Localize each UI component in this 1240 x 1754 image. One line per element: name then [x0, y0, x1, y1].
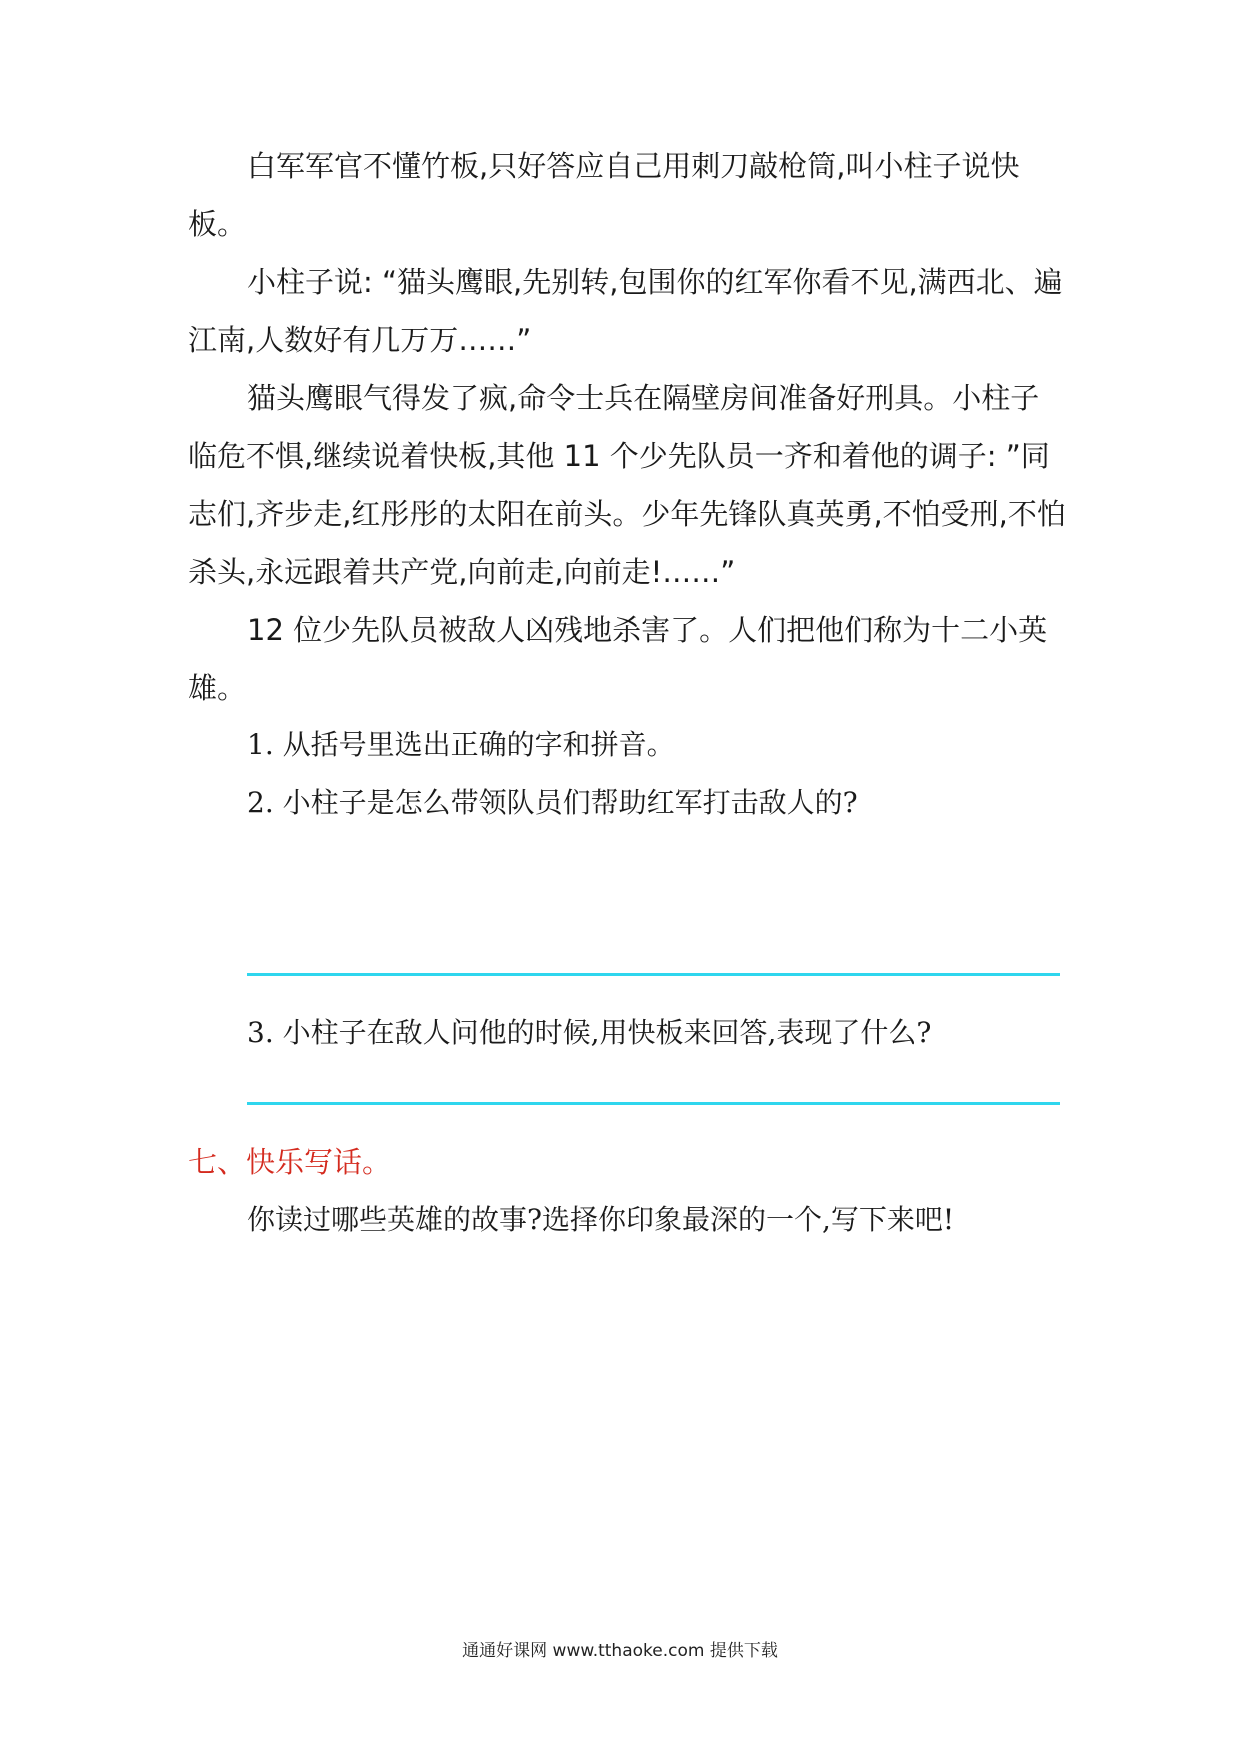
question-2: 2. 小柱子是怎么带领队员们帮助红军打击敌人的?: [247, 786, 858, 819]
story-paragraph-3-line-4: 杀头,永远跟着共产党,向前走,向前走!……”: [188, 555, 736, 589]
story-paragraph-3-line-1: 猫头鹰眼气得发了疯,命令士兵在隔壁房间准备好刑具。小柱子: [247, 381, 1040, 415]
story-paragraph-1-line-1: 白军军官不懂竹板,只好答应自己用刺刀敲枪筒,叫小柱子说快: [247, 149, 1020, 183]
story-paragraph-4-line-1: 12 位少先队员被敌人凶残地杀害了。人们把他们称为十二小英: [247, 613, 1048, 647]
section-7-prompt: 你读过哪些英雄的故事?选择你印象最深的一个,写下来吧!: [247, 1203, 955, 1236]
question-3: 3. 小柱子在敌人问他的时候,用快板来回答,表现了什么?: [247, 1016, 932, 1049]
story-paragraph-1-line-2: 板。: [188, 207, 247, 241]
story-paragraph-3-line-2: 临危不惧,继续说着快板,其他 11 个少先队员一齐和着他的调子: ”同: [188, 439, 1050, 473]
answer-line-question-3[interactable]: [247, 1102, 1060, 1105]
footer-credit: 通通好课网 www.tthaoke.com 提供下载: [462, 1641, 778, 1661]
story-paragraph-2-line-1: 小柱子说: “猫头鹰眼,先别转,包围你的红军你看不见,满西北、遍: [247, 265, 1063, 299]
story-paragraph-3-line-3: 志们,齐步走,红彤彤的太阳在前头。少年先锋队真英勇,不怕受刑,不怕: [188, 497, 1066, 531]
story-paragraph-2-line-2: 江南,人数好有几万万……”: [188, 323, 532, 357]
story-paragraph-4-line-2: 雄。: [188, 671, 247, 705]
section-7-heading: 七、快乐写话。: [188, 1145, 392, 1179]
answer-line-question-2[interactable]: [247, 973, 1060, 976]
question-1: 1. 从括号里选出正确的字和拼音。: [247, 728, 675, 761]
